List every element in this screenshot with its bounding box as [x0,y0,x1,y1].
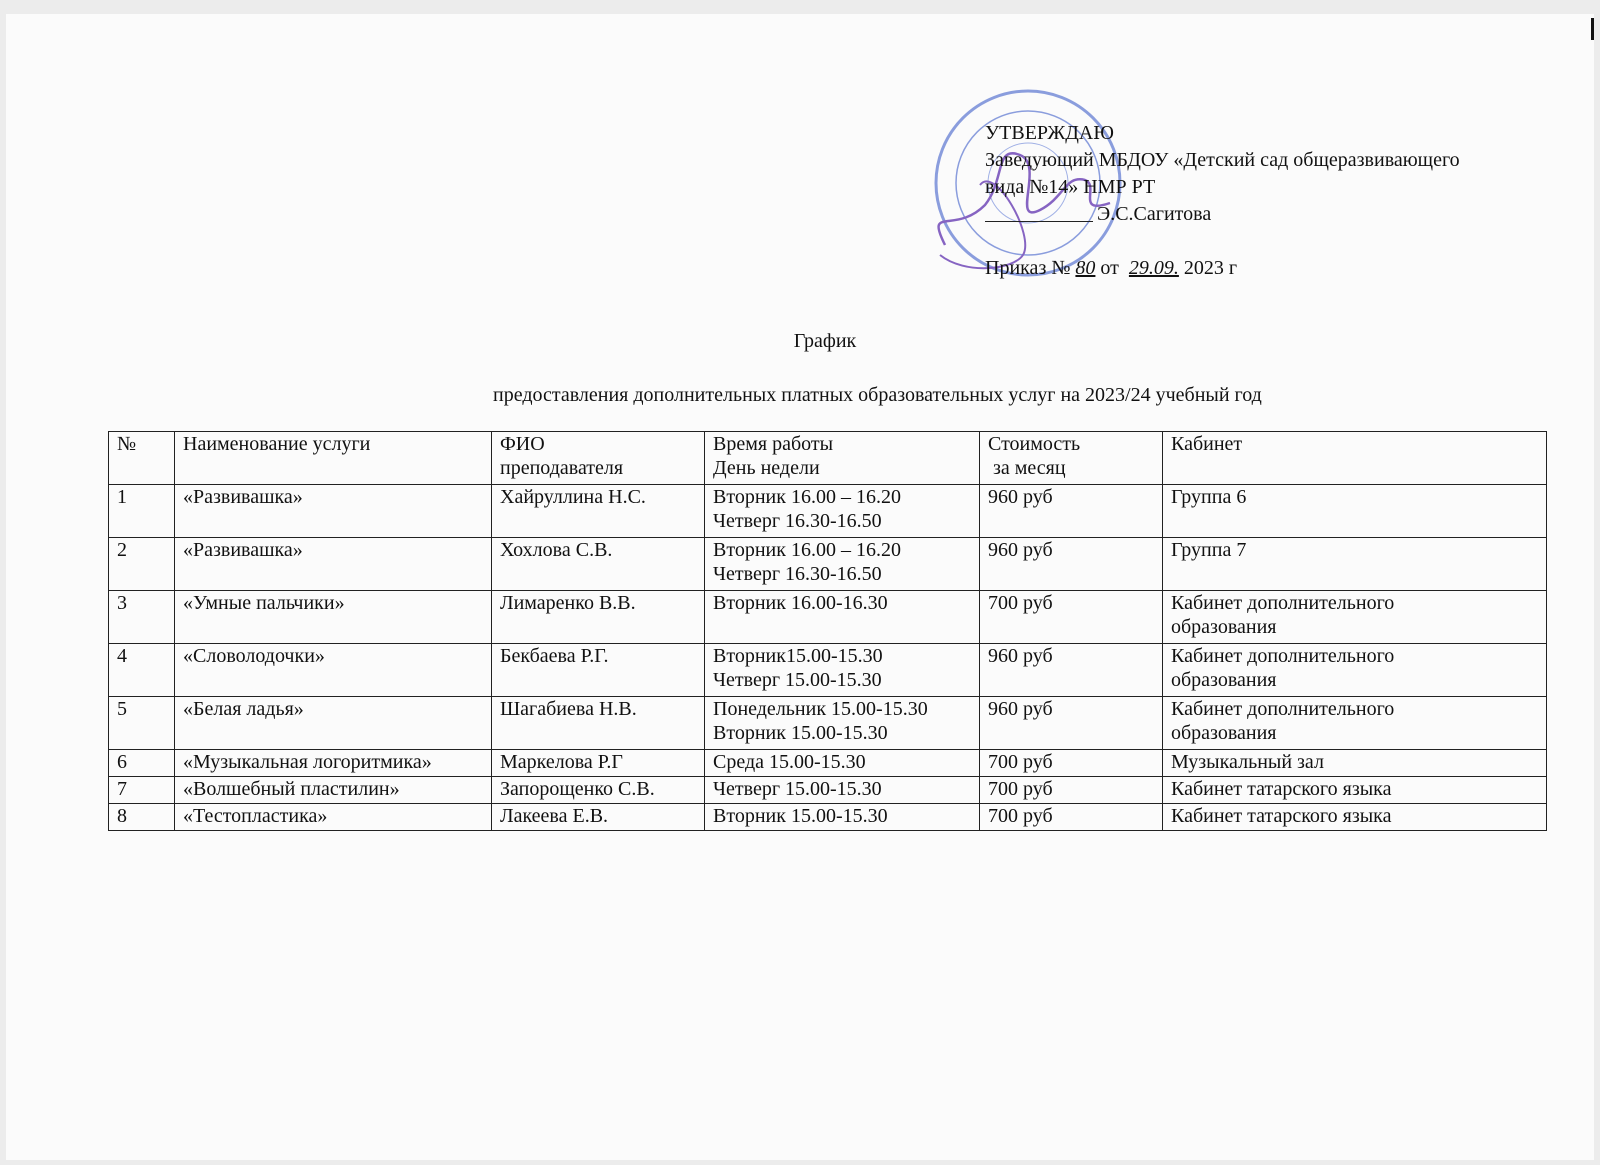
approval-organization: вида №14» НМР РТ [985,176,1156,198]
table-row [109,644,1547,697]
signer-name: Э.С.Сагитова [1097,203,1212,225]
table-row [109,591,1547,644]
cell-time: Вторник 16.00 – 16.20 Четверг 16.30-16.50 [705,485,980,538]
cell-room: Кабинет дополнительного образования [1163,591,1547,644]
cell-cost: 700 руб [980,804,1163,831]
header-cost: Стоимость за месяц [980,432,1163,485]
cell-teacher: Запорощенко С.В. [492,777,705,804]
order-mid: от [1100,257,1119,279]
cell-room: Кабинет дополнительного образования [1163,644,1547,697]
cell-num: 6 [109,750,175,777]
cell-room: Кабинет татарского языка [1163,777,1547,804]
cell-cost: 960 руб [980,697,1163,750]
cell-cost: 960 руб [980,485,1163,538]
approval-heading: УТВЕРЖДАЮ [985,122,1114,144]
order-year: 2023 г [1183,257,1238,279]
approval-position: Заведующий МБДОУ «Детский сад общеразвивающего [985,149,1460,171]
cell-num: 8 [109,804,175,831]
cell-time: Вторник 15.00-15.30 [705,804,980,831]
cell-service: «Умные пальчики» [175,591,492,644]
order-prefix: Приказ № [985,257,1071,279]
cell-room: Кабинет дополнительного образования [1163,697,1547,750]
cell-num: 7 [109,777,175,804]
cell-teacher: Шагабиева Н.В. [492,697,705,750]
cell-time: Вторник 16.00 – 16.20 Четверг 16.30-16.50 [705,538,980,591]
cell-teacher: Бекбаева Р.Г. [492,644,705,697]
cell-service: «Словолодочки» [175,644,492,697]
schedule-table [108,431,1547,831]
cell-service: «Тестопластика» [175,804,492,831]
cell-teacher: Хайруллина Н.С. [492,485,705,538]
cell-time: Среда 15.00-15.30 [705,750,980,777]
approval-block [985,120,1460,282]
cell-cost: 700 руб [980,777,1163,804]
header-teacher: ФИО преподавателя [492,432,705,485]
cell-time: Понедельник 15.00-15.30 Вторник 15.00-15.30 [705,697,980,750]
cell-service: «Волшебный пластилин» [175,777,492,804]
order-date: 29.09. [1128,257,1179,279]
cell-teacher: Лимаренко В.В. [492,591,705,644]
cell-teacher: Лакеева Е.В. [492,804,705,831]
order-number: 80 [1075,257,1096,279]
signature-blank [985,201,1093,222]
order-line [985,255,1460,282]
cell-time: Вторник 16.00-16.30 [705,591,980,644]
cell-room: Группа 7 [1163,538,1547,591]
header-room: Кабинет [1163,432,1547,485]
cell-teacher: Хохлова С.В. [492,538,705,591]
table-row [109,538,1547,591]
header-service: Наименование услуги [175,432,492,485]
cell-room: Музыкальный зал [1163,750,1547,777]
cell-num: 5 [109,697,175,750]
table-row [109,697,1547,750]
document-title: График [793,330,857,352]
cell-cost: 960 руб [980,538,1163,591]
cell-service: «Развивашка» [175,485,492,538]
cell-cost: 700 руб [980,750,1163,777]
cell-num: 1 [109,485,175,538]
table-row [109,485,1547,538]
table-row [109,750,1547,777]
cell-num: 4 [109,644,175,697]
signature-line [985,201,1460,228]
cell-num: 2 [109,538,175,591]
cell-service: «Белая ладья» [175,697,492,750]
cell-room: Группа 6 [1163,485,1547,538]
cell-cost: 700 руб [980,591,1163,644]
cell-cost: 960 руб [980,644,1163,697]
header-time: Время работы День недели [705,432,980,485]
cell-room: Кабинет татарского языка [1163,804,1547,831]
cell-service: «Развивашка» [175,538,492,591]
table-row [109,777,1547,804]
cell-time: Четверг 15.00-15.30 [705,777,980,804]
cell-service: «Музыкальная логоритмика» [175,750,492,777]
cell-teacher: Маркелова Р.Г [492,750,705,777]
table-header-row [109,432,1547,485]
scan-edge-mark [1591,18,1594,40]
table-row [109,804,1547,831]
header-num: № [109,432,175,485]
cell-time: Вторник15.00-15.30 Четверг 15.00-15.30 [705,644,980,697]
document-subtitle: предоставления дополнительных платных образовательных услуг на 2023/24 учебный год [493,384,1262,406]
cell-num: 3 [109,591,175,644]
